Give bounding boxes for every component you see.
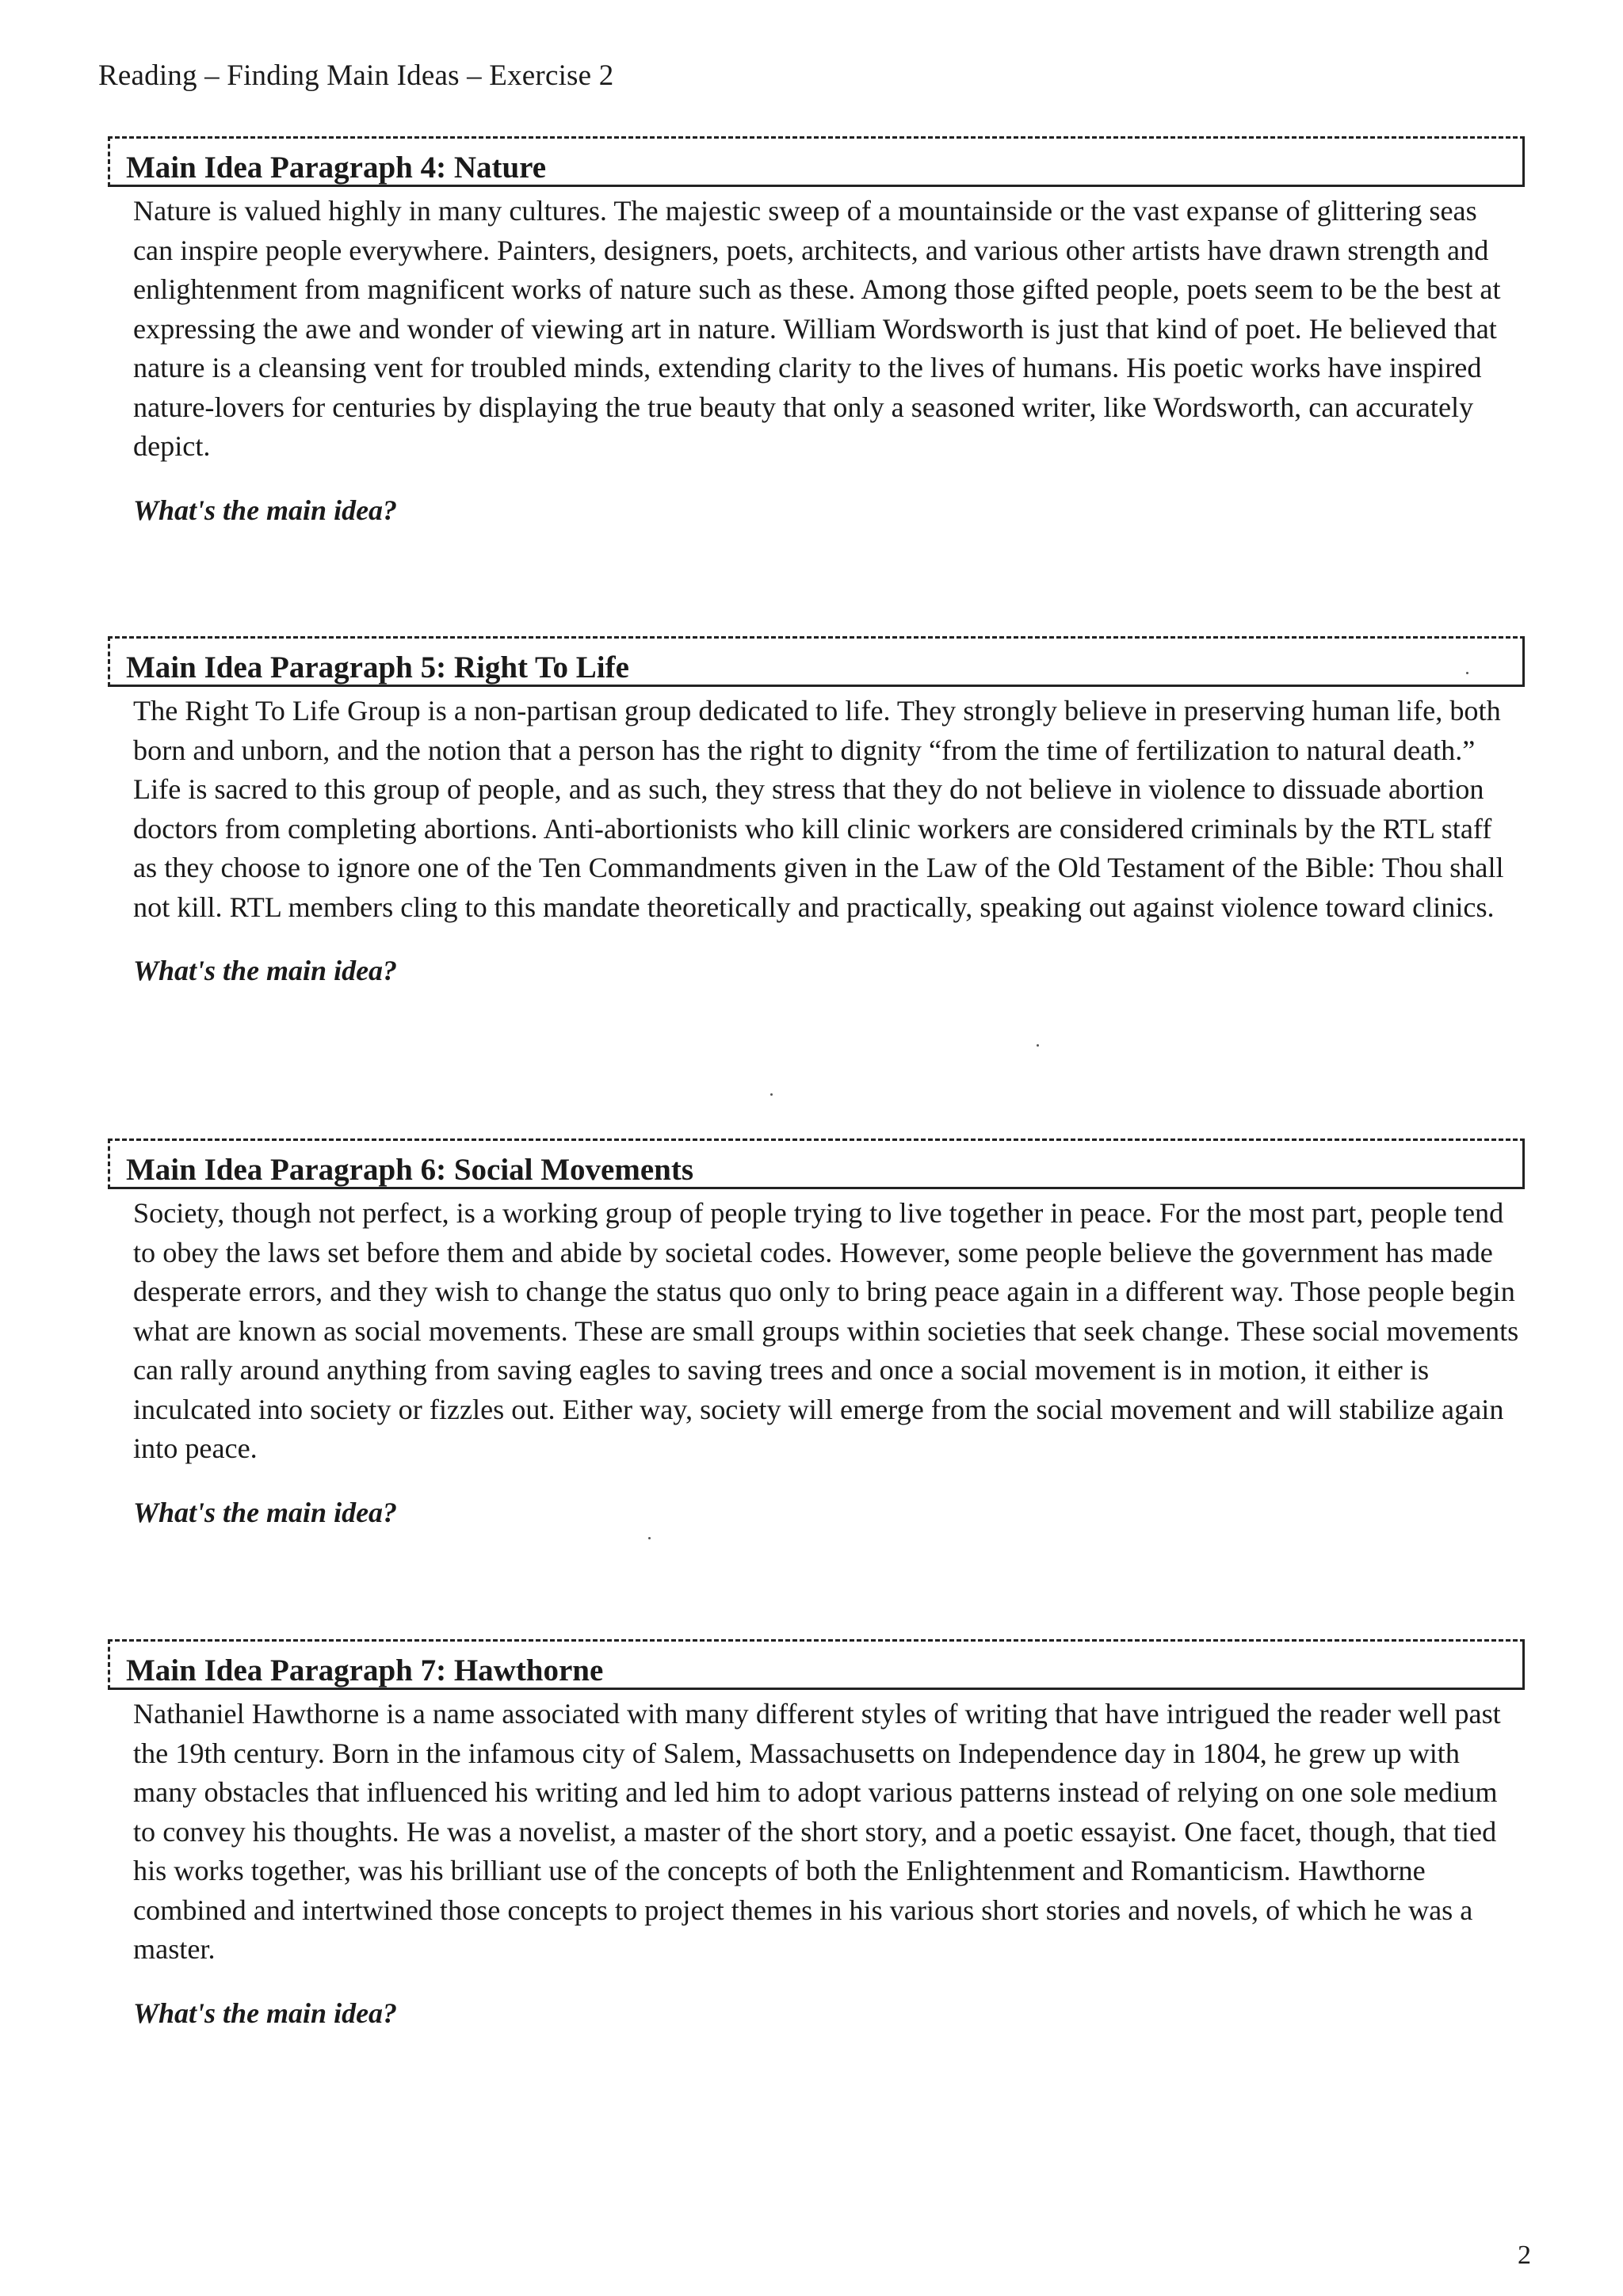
section-heading: Main Idea Paragraph 7: Hawthorne	[126, 1653, 604, 1688]
section-paragraph-7	[111, 1639, 1522, 2030]
section-heading-box	[108, 1639, 1525, 1690]
scan-speck	[1466, 672, 1468, 674]
section-paragraph-text: The Right To Life Group is a non-partisan group dedicated to life. They strongly believe in preserving human life, both born and unborn, and the notion that a person has the right to dignity “from the time of fertilization to natural death.” Life is sacred to this group of people, and as such, they stress that they do not believe in violence to dissuade abortion doctors from completing abortions. Anti-abortionists who kill clinic workers are considered criminals by the RTL staff as they choose to ignore one of the Ten Commandments given in the Law of the Old Testament of the Bible: Thou shall not kill. RTL members cling to this mandate theoretically and practically, speaking out against violence toward clinics.	[133, 695, 1504, 923]
section-paragraph-text: Nathaniel Hawthorne is a name associated with many different styles of writing that have intrigued the reader well past the 19th century. Born in the infamous city of Salem, Massachusetts on Independence day in 1804, he grew up with many obstacles that influenced his writing and led him to adopt various patterns instead of relying on one sole medium to convey his thoughts. He was a novelist, a master of the short story, and a poetic essayist. One facet, though, that tied his works together, was his brilliant use of the concepts of both the Enlightenment and Romanticism. Hawthorne combined and intertwined those concepts to project themes in his various short stories and novels, of which he was a master.	[133, 1698, 1501, 1965]
section-heading: Main Idea Paragraph 6: Social Movements	[126, 1153, 694, 1187]
main-idea-prompt: What's the main idea?	[133, 1496, 398, 1528]
scan-speck	[770, 1093, 773, 1096]
document-title: Reading – Finding Main Ideas – Exercise 2	[98, 59, 614, 92]
section-paragraph-text: Nature is valued highly in many cultures. The majestic sweep of a mountainside or the vast expanse of glittering seas can inspire people everywhere. Painters, designers, poets, architects, and various other artists have drawn strength and enlightenment from magnificent works of nature such as these. Among those gifted people, poets seem to be the best at expressing the awe and wonder of viewing art in nature. William Wordsworth is just that kind of poet. He believed that nature is a cleansing vent for troubled minds, extending clarity to the lives of humans. His poetic works have inspired nature-lovers for centuries by displaying the true beauty that only a seasoned writer, like Wordsworth, can accurately depict.	[133, 195, 1501, 462]
scan-speck	[1037, 1044, 1039, 1047]
main-idea-prompt: What's the main idea?	[133, 1997, 398, 2029]
section-heading-box	[108, 636, 1525, 687]
section-heading-box	[108, 136, 1525, 187]
main-idea-prompt: What's the main idea?	[133, 955, 398, 986]
section-heading: Main Idea Paragraph 5: Right To Life	[126, 650, 629, 685]
scan-speck	[648, 1537, 651, 1539]
section-heading-box	[108, 1138, 1525, 1189]
section-paragraph-5	[111, 636, 1522, 987]
main-idea-prompt: What's the main idea?	[133, 494, 398, 526]
section-heading: Main Idea Paragraph 4: Nature	[126, 151, 547, 185]
section-paragraph-4	[111, 136, 1522, 527]
page-number: 2	[1518, 2241, 1531, 2270]
section-paragraph-text: Society, though not perfect, is a working group of people trying to live together in peace. For the most part, people tend to obey the laws set before them and abide by societal codes. However, some people believe the government has made desperate errors, and they wish to change the status quo only to bring peace again in a different way. Those people begin what are known as social movements. These are small groups within societies that seek change. These social movements can rally around anything from saving eagles to saving trees and once a social movement is in motion, it either is inculcated into society or fizzles out. Either way, society will emerge from the social movement and will stabilize again into peace.	[133, 1197, 1519, 1464]
section-paragraph-6	[111, 1138, 1522, 1529]
